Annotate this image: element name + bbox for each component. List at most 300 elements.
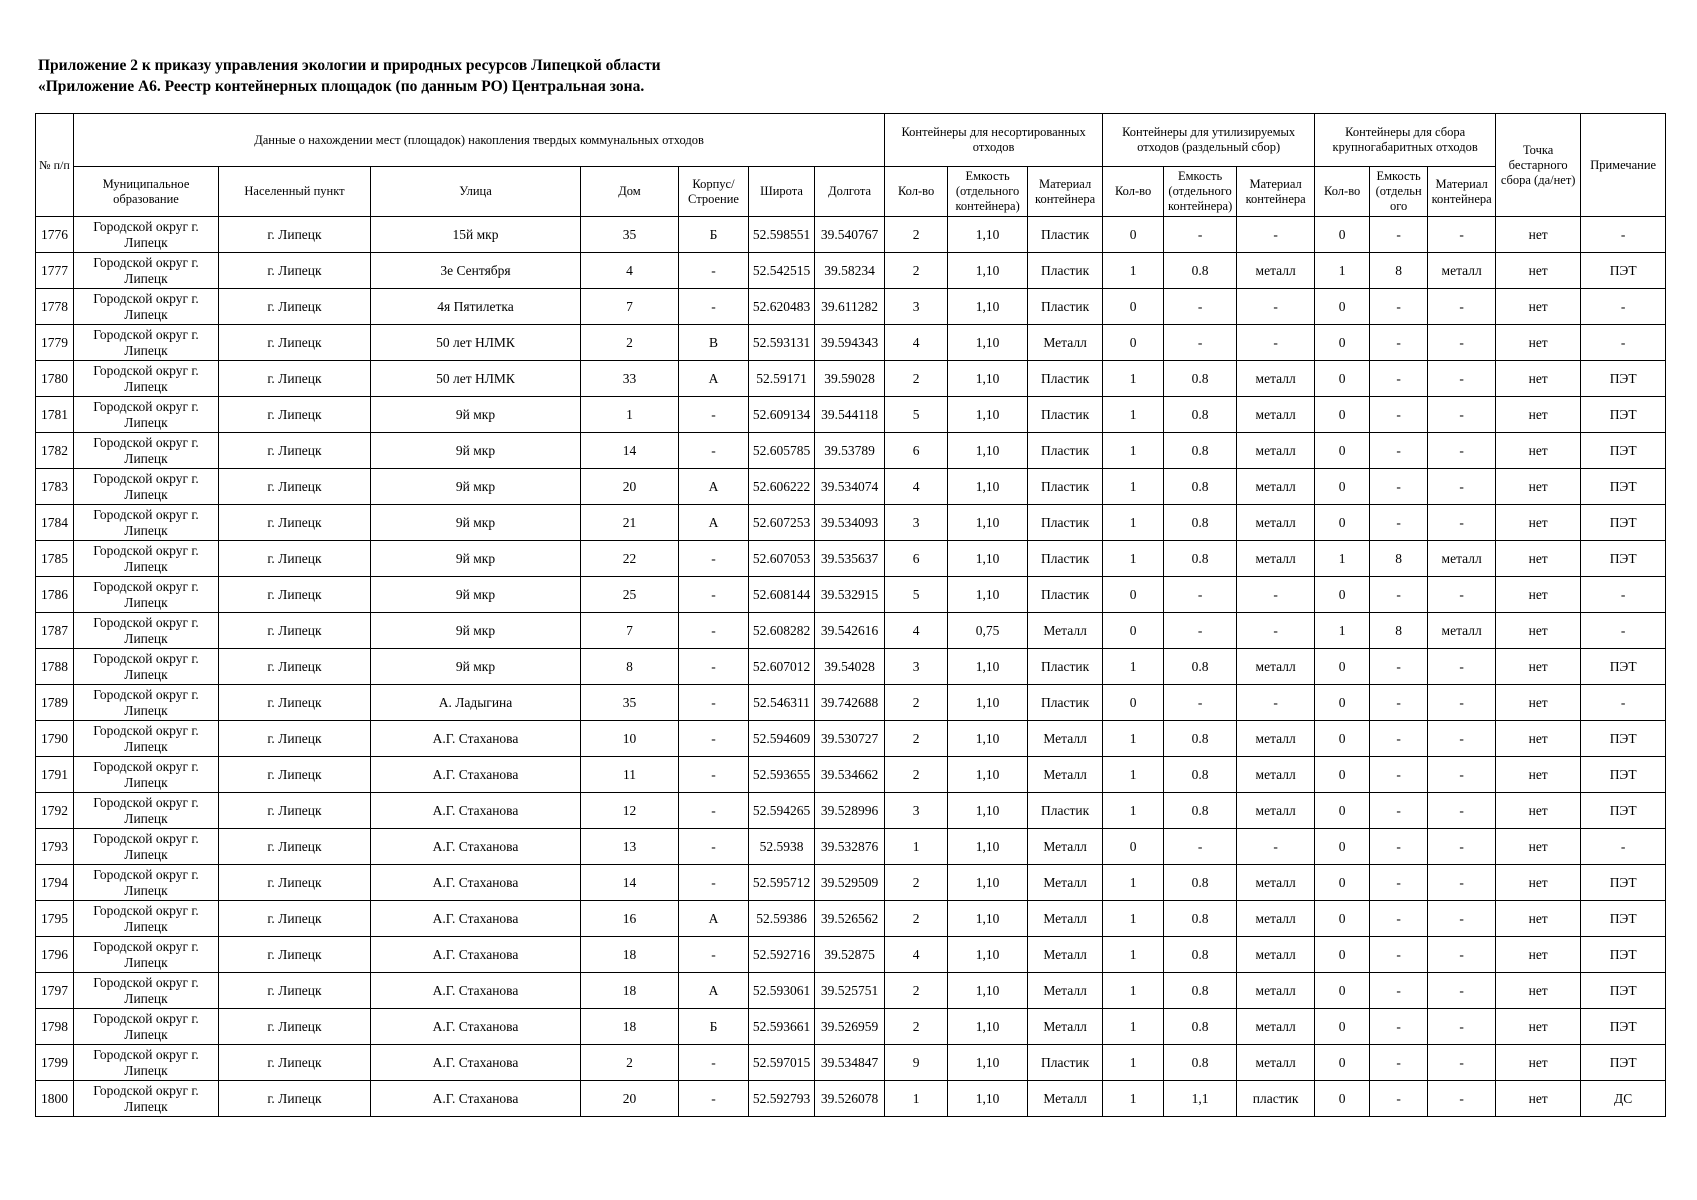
location-group-header: Данные о нахождении мест (площадок) накопления твердых коммунальных отходов <box>74 114 885 167</box>
cell-recycled-qty: 0 <box>1103 325 1164 361</box>
cell-recycled-qty: 1 <box>1103 757 1164 793</box>
cell-bulky-material: - <box>1428 685 1496 721</box>
cell-note: ДС <box>1581 1081 1666 1117</box>
cell-bulky-material: металл <box>1428 613 1496 649</box>
cell-recycled-capacity: - <box>1164 829 1237 865</box>
col-lat-header: Широта <box>749 167 815 217</box>
table-row <box>36 613 1666 649</box>
cell-bezt: нет <box>1496 289 1581 325</box>
cell-num: 1778 <box>36 289 74 325</box>
cell-longitude: 39.544118 <box>815 397 885 433</box>
cell-settlement: г. Липецк <box>219 469 371 505</box>
cell-longitude: 39.534662 <box>815 757 885 793</box>
cell-latitude: 52.597015 <box>749 1045 815 1081</box>
cell-municipality: Городской округ г. Липецк <box>74 829 219 865</box>
cell-settlement: г. Липецк <box>219 937 371 973</box>
cell-settlement: г. Липецк <box>219 289 371 325</box>
cell-recycled-capacity: 0.8 <box>1164 469 1237 505</box>
cell-recycled-qty: 1 <box>1103 253 1164 289</box>
cell-recycled-qty: 1 <box>1103 973 1164 1009</box>
cell-recycled-material: - <box>1237 217 1315 253</box>
cell-longitude: 39.526562 <box>815 901 885 937</box>
cell-unsorted-capacity: 1,10 <box>948 793 1028 829</box>
col-recycled-qty-header: Кол-во <box>1103 167 1164 217</box>
cell-unsorted-capacity: 1,10 <box>948 217 1028 253</box>
cell-municipality: Городской округ г. Липецк <box>74 613 219 649</box>
cell-recycled-qty: 1 <box>1103 1009 1164 1045</box>
cell-note: ПЭТ <box>1581 1009 1666 1045</box>
table-row <box>36 577 1666 613</box>
cell-bulky-material: - <box>1428 1045 1496 1081</box>
cell-street: 9й мкр <box>371 469 581 505</box>
cell-recycled-material: металл <box>1237 361 1315 397</box>
col-bulky-material-header: Материал контейнера <box>1428 167 1496 217</box>
cell-bezt: нет <box>1496 505 1581 541</box>
cell-recycled-capacity: - <box>1164 577 1237 613</box>
recycled-group-header: Контейнеры для утилизируемых отходов (раздельный сбор) <box>1103 114 1315 167</box>
cell-settlement: г. Липецк <box>219 829 371 865</box>
table-row <box>36 1045 1666 1081</box>
cell-latitude: 52.609134 <box>749 397 815 433</box>
cell-recycled-capacity: - <box>1164 325 1237 361</box>
cell-municipality: Городской округ г. Липецк <box>74 253 219 289</box>
cell-bulky-capacity: - <box>1370 505 1428 541</box>
cell-bulky-qty: 0 <box>1315 901 1370 937</box>
cell-longitude: 39.540767 <box>815 217 885 253</box>
cell-unsorted-capacity: 1,10 <box>948 865 1028 901</box>
cell-latitude: 52.592793 <box>749 1081 815 1117</box>
cell-recycled-qty: 0 <box>1103 577 1164 613</box>
cell-longitude: 39.528996 <box>815 793 885 829</box>
cell-building: - <box>679 289 749 325</box>
cell-house: 33 <box>581 361 679 397</box>
cell-recycled-capacity: 0.8 <box>1164 757 1237 793</box>
cell-bezt: нет <box>1496 1045 1581 1081</box>
cell-num: 1788 <box>36 649 74 685</box>
cell-unsorted-material: Пластик <box>1028 541 1103 577</box>
cell-num: 1786 <box>36 577 74 613</box>
cell-num: 1777 <box>36 253 74 289</box>
cell-latitude: 52.594265 <box>749 793 815 829</box>
cell-street: А.Г. Стаханова <box>371 793 581 829</box>
cell-building: - <box>679 793 749 829</box>
cell-bulky-material: - <box>1428 757 1496 793</box>
cell-note: ПЭТ <box>1581 361 1666 397</box>
cell-building: - <box>679 937 749 973</box>
cell-street: А.Г. Стаханова <box>371 1009 581 1045</box>
cell-note: ПЭТ <box>1581 793 1666 829</box>
cell-unsorted-material: Металл <box>1028 829 1103 865</box>
cell-house: 25 <box>581 577 679 613</box>
cell-recycled-material: металл <box>1237 649 1315 685</box>
cell-house: 7 <box>581 613 679 649</box>
cell-unsorted-qty: 5 <box>885 577 948 613</box>
cell-num: 1792 <box>36 793 74 829</box>
col-bezt-header: Точка бестарного сбора (да/нет) <box>1496 114 1581 217</box>
cell-house: 35 <box>581 217 679 253</box>
cell-bulky-material: - <box>1428 937 1496 973</box>
cell-house: 10 <box>581 721 679 757</box>
cell-bulky-qty: 0 <box>1315 217 1370 253</box>
cell-house: 1 <box>581 397 679 433</box>
cell-recycled-qty: 1 <box>1103 361 1164 397</box>
cell-settlement: г. Липецк <box>219 973 371 1009</box>
cell-bulky-capacity: - <box>1370 1045 1428 1081</box>
cell-note: ПЭТ <box>1581 973 1666 1009</box>
cell-settlement: г. Липецк <box>219 613 371 649</box>
cell-building: - <box>679 253 749 289</box>
cell-street: 50 лет НЛМК <box>371 361 581 397</box>
cell-settlement: г. Липецк <box>219 361 371 397</box>
cell-bezt: нет <box>1496 865 1581 901</box>
cell-unsorted-capacity: 1,10 <box>948 433 1028 469</box>
cell-longitude: 39.529509 <box>815 865 885 901</box>
cell-bulky-qty: 0 <box>1315 505 1370 541</box>
cell-unsorted-qty: 4 <box>885 937 948 973</box>
cell-num: 1797 <box>36 973 74 1009</box>
cell-house: 12 <box>581 793 679 829</box>
table-row <box>36 865 1666 901</box>
cell-recycled-capacity: 0.8 <box>1164 901 1237 937</box>
cell-street: А.Г. Стаханова <box>371 901 581 937</box>
cell-recycled-capacity: 0.8 <box>1164 937 1237 973</box>
cell-bezt: нет <box>1496 433 1581 469</box>
cell-unsorted-material: Пластик <box>1028 793 1103 829</box>
cell-bulky-capacity: - <box>1370 937 1428 973</box>
cell-recycled-qty: 0 <box>1103 829 1164 865</box>
table-row <box>36 721 1666 757</box>
cell-house: 16 <box>581 901 679 937</box>
cell-unsorted-qty: 3 <box>885 505 948 541</box>
cell-unsorted-qty: 2 <box>885 1009 948 1045</box>
cell-bulky-qty: 0 <box>1315 361 1370 397</box>
cell-note: ПЭТ <box>1581 865 1666 901</box>
cell-unsorted-qty: 2 <box>885 721 948 757</box>
cell-unsorted-qty: 4 <box>885 325 948 361</box>
cell-recycled-qty: 1 <box>1103 901 1164 937</box>
cell-unsorted-capacity: 1,10 <box>948 901 1028 937</box>
cell-unsorted-material: Пластик <box>1028 649 1103 685</box>
cell-house: 20 <box>581 469 679 505</box>
cell-bulky-capacity: - <box>1370 685 1428 721</box>
cell-num: 1782 <box>36 433 74 469</box>
cell-bulky-capacity: - <box>1370 433 1428 469</box>
cell-settlement: г. Липецк <box>219 217 371 253</box>
cell-bulky-material: - <box>1428 793 1496 829</box>
cell-bulky-material: - <box>1428 721 1496 757</box>
cell-unsorted-qty: 2 <box>885 361 948 397</box>
bulky-group-header: Контейнеры для сбора крупногабаритных отходов <box>1315 114 1496 167</box>
cell-recycled-capacity: 0.8 <box>1164 973 1237 1009</box>
cell-unsorted-capacity: 1,10 <box>948 397 1028 433</box>
cell-settlement: г. Липецк <box>219 1009 371 1045</box>
cell-bezt: нет <box>1496 901 1581 937</box>
cell-latitude: 52.593061 <box>749 973 815 1009</box>
cell-bulky-material: - <box>1428 217 1496 253</box>
table-row <box>36 685 1666 721</box>
cell-bulky-qty: 0 <box>1315 685 1370 721</box>
cell-bulky-qty: 0 <box>1315 937 1370 973</box>
cell-bulky-capacity: - <box>1370 829 1428 865</box>
cell-unsorted-material: Пластик <box>1028 505 1103 541</box>
cell-recycled-material: металл <box>1237 397 1315 433</box>
cell-recycled-material: - <box>1237 685 1315 721</box>
cell-bulky-capacity: - <box>1370 901 1428 937</box>
cell-recycled-material: металл <box>1237 901 1315 937</box>
cell-bulky-material: металл <box>1428 541 1496 577</box>
cell-bezt: нет <box>1496 361 1581 397</box>
cell-recycled-capacity: - <box>1164 217 1237 253</box>
cell-longitude: 39.526959 <box>815 1009 885 1045</box>
cell-latitude: 52.605785 <box>749 433 815 469</box>
cell-unsorted-qty: 4 <box>885 469 948 505</box>
cell-recycled-qty: 1 <box>1103 469 1164 505</box>
cell-bulky-capacity: - <box>1370 793 1428 829</box>
cell-num: 1800 <box>36 1081 74 1117</box>
cell-bezt: нет <box>1496 325 1581 361</box>
cell-latitude: 52.607253 <box>749 505 815 541</box>
cell-unsorted-material: Металл <box>1028 901 1103 937</box>
cell-bulky-qty: 0 <box>1315 1009 1370 1045</box>
col-building-header: Корпус/ Строение <box>679 167 749 217</box>
cell-unsorted-capacity: 1,10 <box>948 1009 1028 1045</box>
cell-unsorted-qty: 2 <box>885 865 948 901</box>
cell-bulky-material: - <box>1428 865 1496 901</box>
cell-building: В <box>679 325 749 361</box>
cell-bulky-qty: 0 <box>1315 469 1370 505</box>
cell-bulky-material: - <box>1428 361 1496 397</box>
cell-recycled-material: металл <box>1237 505 1315 541</box>
cell-note: ПЭТ <box>1581 253 1666 289</box>
cell-note: ПЭТ <box>1581 433 1666 469</box>
cell-unsorted-capacity: 1,10 <box>948 577 1028 613</box>
cell-num: 1790 <box>36 721 74 757</box>
cell-settlement: г. Липецк <box>219 865 371 901</box>
title-line-2: «Приложение А6. Реестр контейнерных площадок (по данным РО) Центральная зона. <box>38 78 645 95</box>
cell-building: А <box>679 901 749 937</box>
cell-note: ПЭТ <box>1581 649 1666 685</box>
cell-unsorted-qty: 2 <box>885 217 948 253</box>
cell-municipality: Городской округ г. Липецк <box>74 469 219 505</box>
cell-bezt: нет <box>1496 397 1581 433</box>
cell-num: 1798 <box>36 1009 74 1045</box>
cell-recycled-qty: 0 <box>1103 289 1164 325</box>
cell-settlement: г. Липецк <box>219 325 371 361</box>
cell-bulky-qty: 0 <box>1315 325 1370 361</box>
cell-unsorted-material: Пластик <box>1028 397 1103 433</box>
cell-recycled-qty: 1 <box>1103 1081 1164 1117</box>
cell-unsorted-material: Металл <box>1028 937 1103 973</box>
cell-municipality: Городской округ г. Липецк <box>74 901 219 937</box>
cell-unsorted-material: Пластик <box>1028 1045 1103 1081</box>
cell-recycled-qty: 1 <box>1103 433 1164 469</box>
cell-unsorted-material: Пластик <box>1028 433 1103 469</box>
cell-recycled-material: металл <box>1237 433 1315 469</box>
cell-unsorted-qty: 3 <box>885 289 948 325</box>
cell-recycled-material: металл <box>1237 1009 1315 1045</box>
cell-street: 9й мкр <box>371 541 581 577</box>
cell-recycled-qty: 1 <box>1103 541 1164 577</box>
cell-latitude: 52.608144 <box>749 577 815 613</box>
cell-street: 9й мкр <box>371 505 581 541</box>
cell-house: 2 <box>581 325 679 361</box>
col-bulky-qty-header: Кол-во <box>1315 167 1370 217</box>
cell-num: 1789 <box>36 685 74 721</box>
cell-bulky-material: - <box>1428 325 1496 361</box>
cell-building: Б <box>679 217 749 253</box>
cell-longitude: 39.534093 <box>815 505 885 541</box>
cell-bezt: нет <box>1496 721 1581 757</box>
cell-bulky-capacity: - <box>1370 577 1428 613</box>
cell-unsorted-capacity: 1,10 <box>948 757 1028 793</box>
col-settlement-header: Населенный пункт <box>219 167 371 217</box>
cell-bulky-material: - <box>1428 433 1496 469</box>
cell-street: 50 лет НЛМК <box>371 325 581 361</box>
cell-unsorted-material: Металл <box>1028 721 1103 757</box>
cell-house: 4 <box>581 253 679 289</box>
cell-unsorted-qty: 9 <box>885 1045 948 1081</box>
table-row <box>36 649 1666 685</box>
cell-num: 1796 <box>36 937 74 973</box>
cell-bulky-capacity: - <box>1370 865 1428 901</box>
cell-recycled-qty: 1 <box>1103 397 1164 433</box>
cell-num: 1787 <box>36 613 74 649</box>
cell-longitude: 39.525751 <box>815 973 885 1009</box>
cell-street: А.Г. Стаханова <box>371 829 581 865</box>
cell-building: - <box>679 649 749 685</box>
cell-building: - <box>679 829 749 865</box>
cell-municipality: Городской округ г. Липецк <box>74 397 219 433</box>
cell-latitude: 52.546311 <box>749 685 815 721</box>
cell-bulky-qty: 1 <box>1315 613 1370 649</box>
cell-bulky-capacity: - <box>1370 217 1428 253</box>
cell-settlement: г. Липецк <box>219 793 371 829</box>
cell-bulky-capacity: - <box>1370 469 1428 505</box>
cell-unsorted-qty: 2 <box>885 973 948 1009</box>
cell-recycled-material: металл <box>1237 937 1315 973</box>
cell-latitude: 52.606222 <box>749 469 815 505</box>
cell-recycled-capacity: 0.8 <box>1164 541 1237 577</box>
cell-bulky-capacity: - <box>1370 721 1428 757</box>
cell-unsorted-material: Пластик <box>1028 217 1103 253</box>
cell-settlement: г. Липецк <box>219 901 371 937</box>
cell-municipality: Городской округ г. Липецк <box>74 649 219 685</box>
cell-unsorted-capacity: 1,10 <box>948 829 1028 865</box>
cell-street: 3е Сентября <box>371 253 581 289</box>
cell-num: 1781 <box>36 397 74 433</box>
col-note-header: Примечание <box>1581 114 1666 217</box>
col-recycled-material-header: Материал контейнера <box>1237 167 1315 217</box>
cell-recycled-qty: 1 <box>1103 937 1164 973</box>
cell-bulky-qty: 0 <box>1315 973 1370 1009</box>
cell-building: - <box>679 685 749 721</box>
cell-num: 1795 <box>36 901 74 937</box>
cell-bulky-capacity: - <box>1370 1081 1428 1117</box>
cell-unsorted-material: Металл <box>1028 325 1103 361</box>
cell-unsorted-capacity: 1,10 <box>948 1045 1028 1081</box>
cell-bulky-capacity: - <box>1370 973 1428 1009</box>
cell-street: 9й мкр <box>371 649 581 685</box>
cell-bezt: нет <box>1496 253 1581 289</box>
cell-bulky-capacity: - <box>1370 397 1428 433</box>
cell-recycled-capacity: 0.8 <box>1164 1045 1237 1081</box>
cell-settlement: г. Липецк <box>219 685 371 721</box>
cell-settlement: г. Липецк <box>219 397 371 433</box>
cell-municipality: Городской округ г. Липецк <box>74 757 219 793</box>
cell-recycled-material: металл <box>1237 793 1315 829</box>
cell-street: 9й мкр <box>371 613 581 649</box>
cell-bulky-qty: 0 <box>1315 1045 1370 1081</box>
cell-latitude: 52.593661 <box>749 1009 815 1045</box>
cell-street: А.Г. Стаханова <box>371 937 581 973</box>
cell-house: 11 <box>581 757 679 793</box>
cell-unsorted-capacity: 1,10 <box>948 685 1028 721</box>
cell-recycled-qty: 1 <box>1103 721 1164 757</box>
cell-municipality: Городской округ г. Липецк <box>74 685 219 721</box>
cell-recycled-capacity: 0.8 <box>1164 793 1237 829</box>
cell-bulky-material: - <box>1428 1009 1496 1045</box>
table-row <box>36 361 1666 397</box>
cell-num: 1780 <box>36 361 74 397</box>
cell-note: - <box>1581 577 1666 613</box>
cell-latitude: 52.593655 <box>749 757 815 793</box>
cell-street: А.Г. Стаханова <box>371 1081 581 1117</box>
cell-unsorted-qty: 2 <box>885 757 948 793</box>
cell-settlement: г. Липецк <box>219 433 371 469</box>
cell-unsorted-capacity: 1,10 <box>948 505 1028 541</box>
cell-bezt: нет <box>1496 973 1581 1009</box>
cell-municipality: Городской округ г. Липецк <box>74 577 219 613</box>
cell-unsorted-capacity: 0,75 <box>948 613 1028 649</box>
cell-recycled-qty: 1 <box>1103 505 1164 541</box>
cell-municipality: Городской округ г. Липецк <box>74 289 219 325</box>
cell-unsorted-material: Пластик <box>1028 577 1103 613</box>
cell-recycled-qty: 0 <box>1103 685 1164 721</box>
table-row <box>36 289 1666 325</box>
cell-longitude: 39.54028 <box>815 649 885 685</box>
cell-unsorted-material: Металл <box>1028 1009 1103 1045</box>
cell-longitude: 39.542616 <box>815 613 885 649</box>
cell-unsorted-qty: 3 <box>885 649 948 685</box>
cell-note: - <box>1581 685 1666 721</box>
cell-bulky-material: - <box>1428 289 1496 325</box>
cell-longitude: 39.530727 <box>815 721 885 757</box>
unsorted-group-header: Контейнеры для несортированных отходов <box>885 114 1103 167</box>
cell-recycled-material: - <box>1237 289 1315 325</box>
cell-num: 1799 <box>36 1045 74 1081</box>
cell-latitude: 52.593131 <box>749 325 815 361</box>
table-row <box>36 757 1666 793</box>
cell-house: 2 <box>581 1045 679 1081</box>
cell-recycled-capacity: - <box>1164 289 1237 325</box>
cell-bezt: нет <box>1496 217 1581 253</box>
cell-municipality: Городской округ г. Липецк <box>74 937 219 973</box>
cell-bulky-qty: 0 <box>1315 865 1370 901</box>
cell-recycled-capacity: 1,1 <box>1164 1081 1237 1117</box>
cell-settlement: г. Липецк <box>219 1081 371 1117</box>
table-row <box>36 937 1666 973</box>
cell-bulky-material: металл <box>1428 253 1496 289</box>
cell-num: 1783 <box>36 469 74 505</box>
cell-note: - <box>1581 829 1666 865</box>
cell-bulky-qty: 0 <box>1315 721 1370 757</box>
cell-municipality: Городской округ г. Липецк <box>74 1009 219 1045</box>
cell-recycled-capacity: 0.8 <box>1164 253 1237 289</box>
cell-settlement: г. Липецк <box>219 541 371 577</box>
cell-house: 8 <box>581 649 679 685</box>
cell-note: ПЭТ <box>1581 757 1666 793</box>
cell-bulky-qty: 0 <box>1315 577 1370 613</box>
